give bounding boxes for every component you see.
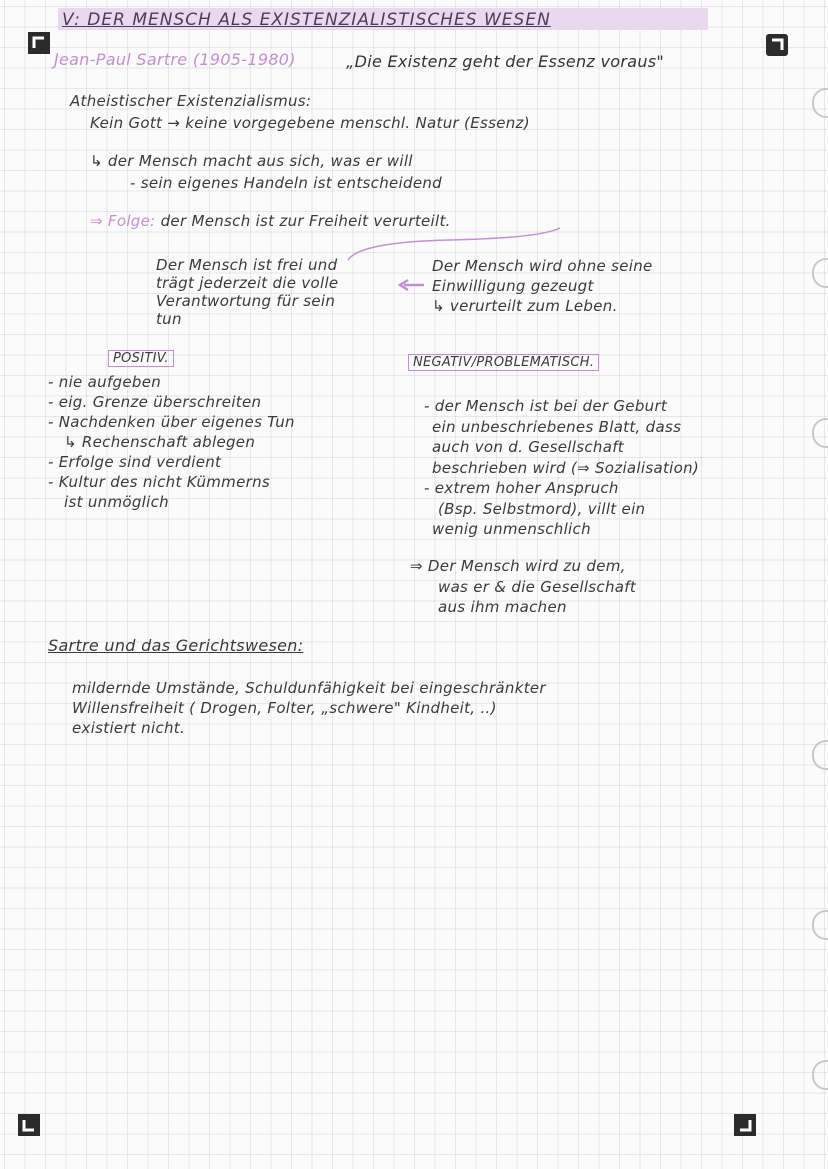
condemned-line: ↳ verurteilt zum Leben. bbox=[432, 297, 618, 315]
binder-hole-icon bbox=[812, 418, 828, 448]
court-line: existiert nicht. bbox=[72, 719, 186, 737]
bottom-left-corner-marker-icon bbox=[18, 1114, 40, 1136]
atheism-point: - sein eigenes Handeln ist entscheidend bbox=[130, 174, 442, 192]
condemned-line: Der Mensch wird ohne seine bbox=[432, 257, 653, 275]
list-item: - eig. Grenze überschreiten bbox=[48, 393, 262, 411]
binder-hole-icon bbox=[812, 910, 828, 940]
top-right-corner-marker-icon bbox=[766, 34, 788, 56]
conclusion-line: aus ihm machen bbox=[438, 598, 567, 616]
list-item: (Bsp. Selbstmord), villt ein bbox=[438, 499, 646, 518]
author-line: Jean-Paul Sartre (1905-1980) bbox=[54, 50, 296, 69]
free-line: trägt jederzeit die volle bbox=[156, 274, 339, 292]
list-item: ist unmöglich bbox=[64, 493, 169, 511]
list-item: wenig unmenschlich bbox=[432, 520, 591, 538]
condemned-line: Einwilligung gezeugt bbox=[432, 277, 594, 295]
binder-hole-icon bbox=[812, 258, 828, 288]
atheism-point: ↳ der Mensch macht aus sich, was er will bbox=[90, 152, 413, 170]
condemned-block bbox=[432, 256, 653, 316]
free-line: Verantwortung für sein bbox=[156, 292, 336, 310]
list-item: - extrem hoher Anspruch bbox=[424, 479, 619, 497]
atheism-heading: Atheistischer Existenzialismus: bbox=[70, 92, 312, 110]
negative-heading: NEGATIV/PROBLEMATISCH. bbox=[408, 354, 599, 371]
list-item: - der Mensch ist bei der Geburt bbox=[424, 397, 668, 415]
list-item: - nie aufgeben bbox=[48, 373, 162, 391]
court-text bbox=[72, 678, 546, 738]
binder-hole-icon bbox=[812, 88, 828, 118]
list-item: - Nachdenken über eigenes Tun bbox=[48, 413, 295, 431]
negative-list bbox=[424, 396, 699, 540]
list-item: ein unbeschriebenes Blatt, dass bbox=[432, 417, 682, 436]
list-item: ↳ Rechenschaft ablegen bbox=[64, 433, 256, 451]
negative-conclusion bbox=[410, 556, 636, 618]
arrow-left-icon bbox=[396, 278, 426, 292]
conclusion-line: ⇒ Der Mensch wird zu dem, bbox=[410, 557, 626, 575]
free-line: Der Mensch ist frei und bbox=[156, 256, 338, 274]
binder-hole-icon bbox=[812, 1060, 828, 1090]
atheism-line: Kein Gott → keine vorgegebene menschl. Natur (Essenz) bbox=[90, 114, 530, 132]
positive-list bbox=[48, 372, 295, 512]
consequence-text: der Mensch ist zur Freiheit verurteilt. bbox=[160, 212, 451, 230]
list-item: auch von d. Gesellschaft bbox=[432, 438, 624, 456]
list-item: beschrieben wird (⇒ Sozialisation) bbox=[432, 458, 700, 477]
list-item: - Erfolge sind verdient bbox=[48, 453, 222, 471]
free-line: tun bbox=[156, 310, 182, 328]
list-item: - Kultur des nicht Kümmerns bbox=[48, 473, 271, 491]
binder-hole-icon bbox=[812, 740, 828, 770]
bottom-right-corner-marker-icon bbox=[734, 1114, 756, 1136]
consequence-label: ⇒ Folge: bbox=[90, 212, 156, 230]
court-line: mildernde Umstände, Schuldunfähigkeit bei eingeschränkter bbox=[72, 679, 546, 697]
court-heading: Sartre und das Gerichtswesen: bbox=[48, 636, 304, 655]
conclusion-line: was er & die Gesellschaft bbox=[438, 577, 637, 596]
page-title: V: DER MENSCH ALS EXISTENZIALISTISCHES WESEN bbox=[62, 10, 551, 30]
positive-heading: POSITIV. bbox=[108, 350, 174, 367]
court-line: Willensfreiheit ( Drogen, Folter, „schwere" Kindheit, ..) bbox=[72, 699, 497, 717]
top-left-corner-marker-icon bbox=[28, 32, 50, 54]
sartre-quote: „Die Existenz geht der Essenz voraus" bbox=[346, 52, 665, 71]
free-block bbox=[156, 256, 338, 328]
